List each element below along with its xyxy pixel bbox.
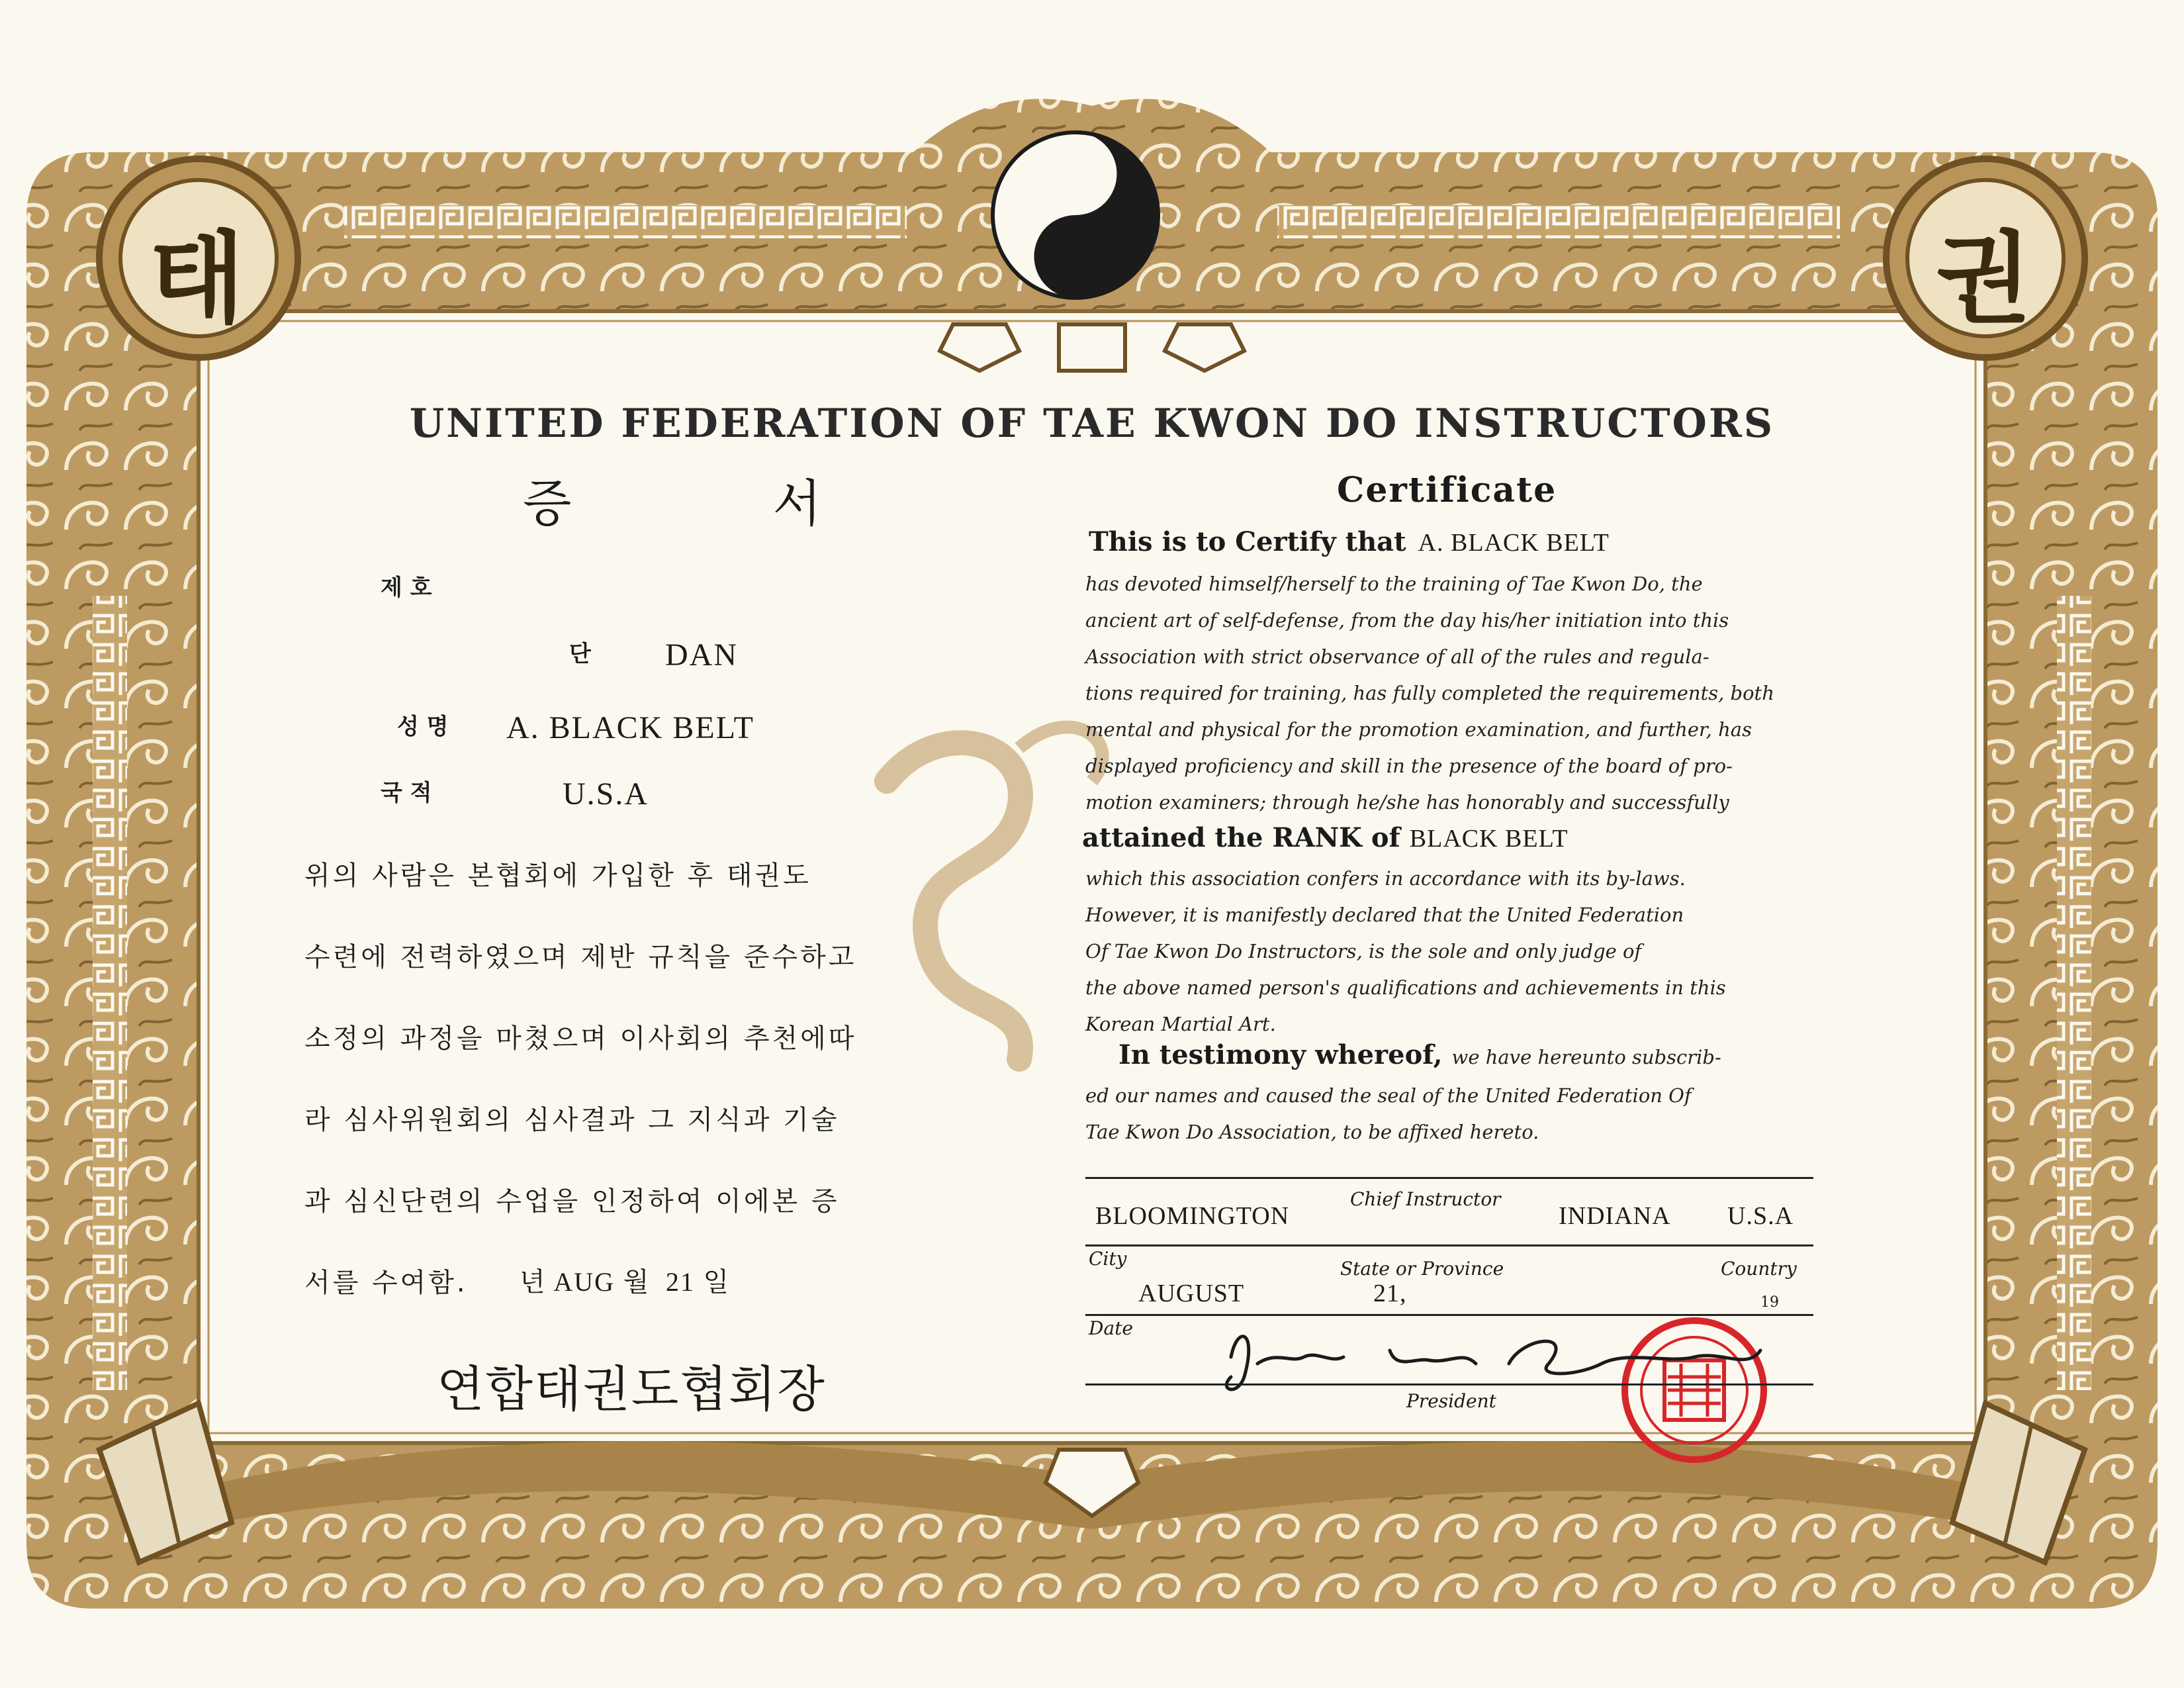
testimony-line: Tae Kwon Do Association, to be affixed hereto. <box>1085 1121 1539 1143</box>
country-label: Country <box>1721 1258 1797 1280</box>
corner-char-kwon: 권 <box>1936 222 2032 337</box>
rank-line <box>1082 822 1569 853</box>
year-prefix: 19 <box>1760 1294 1779 1311</box>
korean-date-day-label: 일 <box>703 1267 729 1297</box>
top-gems <box>940 324 1244 371</box>
korean-date <box>520 1261 729 1299</box>
korean-body-line: 서를 수여함. <box>304 1268 468 1298</box>
korean-body-line: 라 심사위원회의 심사결과 그 지식과 기술 <box>304 1105 840 1135</box>
korean-field-number-label: 제 호 <box>381 575 432 601</box>
state-label: State or Province <box>1340 1258 1504 1280</box>
english-line: motion examiners; through he/she has honorably and successfully <box>1085 791 1729 814</box>
date-month-value: AUGUST <box>1138 1280 1245 1307</box>
certificate-title: UNITED FEDERATION OF TAE KWON DO INSTRUCTORS <box>409 400 1775 447</box>
english-line: ancient art of self-defense, from the day his/her initiation into this <box>1085 609 1729 632</box>
date-day-value: 21, <box>1373 1280 1407 1307</box>
korean-heading: 증 서 <box>523 474 914 533</box>
korean-body-line: 과 심신단련의 수업을 인정하여 이에본 증 <box>304 1186 840 1217</box>
president-label: President <box>1406 1390 1496 1412</box>
korean-field-dan-label: 단 <box>569 641 591 667</box>
korean-date-day: 21 <box>665 1267 695 1297</box>
country-value: U.S.A <box>1727 1202 1794 1230</box>
english-paragraph-2 <box>1085 861 1827 1043</box>
korean-field-nationality-value: U.S.A <box>563 776 649 812</box>
testimony-line: we have hereunto subscrib- <box>1451 1046 1721 1068</box>
english-line: the above named person's qualifications and achievements in this <box>1085 976 1726 999</box>
testimony-block <box>1118 1039 1820 1076</box>
chief-instructor-label: Chief Instructor <box>1350 1188 1501 1210</box>
city-label: City <box>1089 1248 1127 1270</box>
korean-field-name-value: A. BLACK BELT <box>506 710 754 745</box>
english-line: displayed proficiency and skill in the presence of the board of pro- <box>1085 755 1733 777</box>
korean-field-nationality-label: 국 적 <box>381 780 432 806</box>
city-value: BLOOMINGTON <box>1095 1202 1290 1230</box>
english-line: However, it is manifestly declared that the United Federation <box>1085 904 1684 926</box>
state-value: INDIANA <box>1559 1202 1671 1230</box>
form-rule <box>1085 1314 1813 1316</box>
certify-lead: This is to Certify that <box>1089 526 1406 557</box>
english-heading: Certificate <box>1337 470 1557 510</box>
korean-body-text <box>304 835 1006 1324</box>
testimony-line: ed our names and caused the seal of the United Federation Of <box>1085 1084 1692 1107</box>
english-line: which this association confers in accordance with its by-laws. <box>1085 867 1686 890</box>
english-line: Of Tae Kwon Do Instructors, is the sole and only judge of <box>1085 940 1642 962</box>
korean-date-year-label: 년 <box>520 1267 545 1297</box>
korean-date-month: AUG <box>553 1267 615 1297</box>
korean-body-line: 수련에 전력하였으며 제반 규칙을 준수하고 <box>304 942 857 972</box>
english-line: tions required for training, has fully completed the requirements, both <box>1085 682 1774 704</box>
korean-president-title: 연합태권도협회장 <box>437 1361 826 1418</box>
korean-field-dan-value: DAN <box>665 637 738 673</box>
date-label: Date <box>1089 1317 1133 1339</box>
english-paragraph-1 <box>1085 566 1827 821</box>
korean-body-line: 위의 사람은 본협회에 가입한 후 태권도 <box>304 861 811 891</box>
certify-line <box>1089 526 1610 557</box>
korean-date-month-label: 월 <box>623 1267 649 1297</box>
testimony-continued <box>1085 1078 1827 1150</box>
yin-yang-icon <box>993 132 1158 298</box>
english-line: has devoted himself/herself to the training of Tae Kwon Do, the <box>1085 573 1703 595</box>
korean-body-line: 소정의 과정을 마쳤으며 이사회의 추천에따 <box>304 1023 857 1054</box>
testimony-lead: In testimony whereof, <box>1118 1039 1443 1070</box>
english-line: Korean Martial Art. <box>1085 1013 1276 1035</box>
english-line: mental and physical for the promotion examination, and further, has <box>1085 718 1752 741</box>
rank-lead: attained the RANK of <box>1082 822 1400 853</box>
form-rule <box>1085 1177 1813 1179</box>
form-rule <box>1085 1244 1813 1246</box>
korean-field-name-label: 성 명 <box>397 714 449 740</box>
rank-value: BLACK BELT <box>1409 825 1569 853</box>
recipient-name: A. BLACK BELT <box>1418 529 1610 557</box>
corner-char-tae: 태 <box>149 222 245 337</box>
english-line: Association with strict observance of all of the rules and regula- <box>1085 645 1709 668</box>
signature-rule <box>1085 1383 1813 1385</box>
